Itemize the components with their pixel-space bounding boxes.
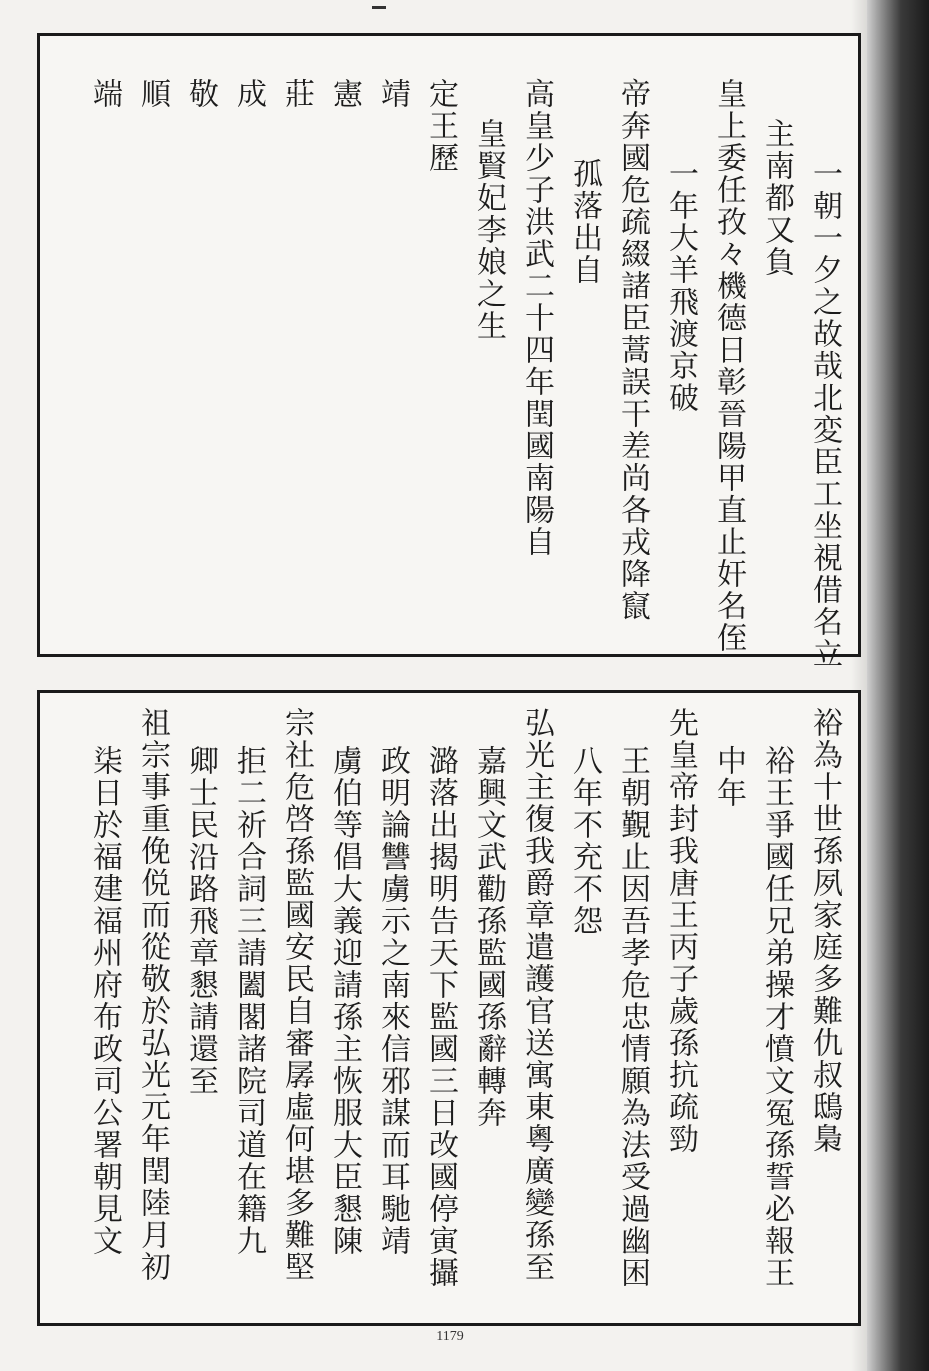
page-number: 1179 <box>436 1329 464 1344</box>
text-column: 憲 <box>327 78 362 110</box>
text-column: 嘉興文武勸孫監國孫辭轉奔 <box>471 745 506 1129</box>
text-column: 敬 <box>183 78 218 110</box>
text-column: 虜伯等倡大義迎請孫主恢服大臣懇陳 <box>327 745 362 1257</box>
text-column: 高皇少子洪武二十四年閏國南陽自 <box>519 78 554 558</box>
text-column: 皇上委任孜々機德日彰晉陽甲直止奸名侄 <box>711 78 746 654</box>
text-column: 先皇帝封我唐王丙子歲孫抗疏勁 <box>663 707 698 1155</box>
bottom-text-panel <box>37 690 861 1326</box>
bottom-text-columns <box>40 693 858 1323</box>
text-column: 政明論讐虜示之南來信邪謀而耳馳靖 <box>375 745 410 1257</box>
text-column: 王朝覲止因吾孝危忠情願為法受過幽困 <box>615 745 650 1289</box>
text-column: 定王歷 <box>423 78 458 174</box>
text-column: 宗社危啓孫監國安民自審孱虛何堪多難堅 <box>279 707 314 1283</box>
top-mark <box>372 6 386 9</box>
text-column: 孤落出自 <box>567 158 602 286</box>
text-column: 八年不充不怨 <box>567 745 602 937</box>
text-column: 柒日於福建福州府布政司公署朝見文 <box>87 745 122 1257</box>
text-column: 弘光主復我爵章遣護官送寓東粵廣變孫至 <box>519 707 554 1283</box>
text-column: 帝奔國危疏綴諸臣蒿誤干差尚各戎降竄 <box>615 78 650 622</box>
text-column: 順 <box>135 78 170 110</box>
text-column: 祖宗事重俛侻而從敬於弘光元年閏陸月初 <box>135 707 170 1283</box>
text-column: 莊 <box>279 78 314 110</box>
text-column: 裕王爭國任兄弟操才憤文冤孫誓必報王 <box>759 745 794 1289</box>
text-column: 靖 <box>375 78 410 110</box>
text-column: 一朝一夕之故哉北変臣工坐視借名立 <box>807 158 842 670</box>
text-column: 潞落出揭明告天下監國三日改國停寅攝 <box>423 745 458 1289</box>
text-column: 一年大羊飛渡京破 <box>663 158 698 414</box>
text-column: 裕為十世孫夙家庭多難仇叔鴟梟 <box>807 707 842 1155</box>
text-column: 拒二祈合詞三請闔閣諸院司道在籍九 <box>231 745 266 1257</box>
top-text-columns <box>40 36 858 670</box>
text-column: 端 <box>87 78 122 110</box>
text-column: 主南都又負 <box>759 118 794 278</box>
book-spine-shadow <box>867 0 929 1371</box>
text-column: 中年 <box>711 745 746 809</box>
text-column: 卿士民沿路飛章懇請還至 <box>183 745 218 1097</box>
text-column: 成 <box>231 78 266 110</box>
top-text-panel <box>37 33 861 670</box>
text-column: 皇賢妃李娘之生 <box>471 118 506 342</box>
